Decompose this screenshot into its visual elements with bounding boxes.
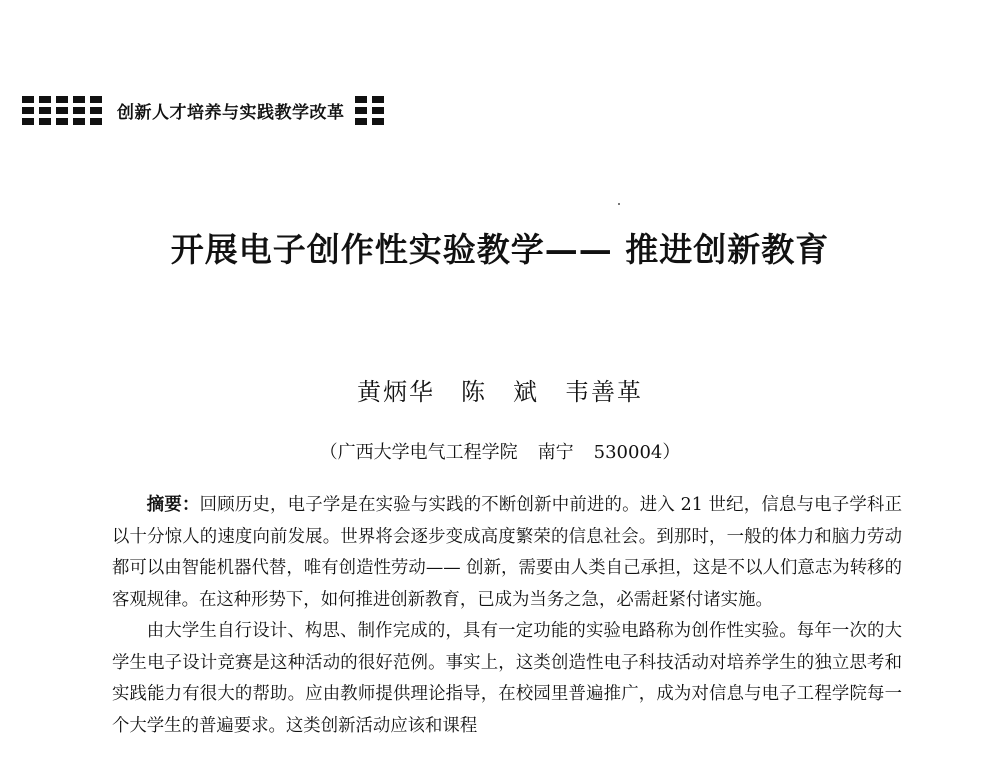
abstract-label: 摘要： — [146, 495, 200, 515]
column-header — [22, 92, 385, 128]
abstract-paragraph — [112, 490, 902, 616]
author-name: 黄炳华 — [357, 378, 435, 406]
article-title: 开展电子创作性实验教学—— 推进创新教育 — [170, 230, 830, 269]
scan-speck — [618, 203, 620, 205]
author-name: 陈 斌 — [461, 378, 539, 406]
affiliation-institution: 广西大学电气工程学院 — [337, 442, 518, 463]
affiliation-open-paren: （ — [319, 442, 338, 463]
affiliation-city: 南宁 — [537, 442, 574, 463]
column-title: 创新人才培养与实践教学改革 — [117, 102, 345, 123]
author-name: 韦善革 — [565, 378, 643, 406]
author-list — [0, 372, 1000, 407]
article-body — [112, 490, 902, 742]
affiliation-close-paren: ） — [662, 442, 681, 463]
decorative-blocks-right-icon — [355, 96, 385, 125]
affiliation-postcode: 530004 — [593, 442, 663, 463]
affiliation — [0, 438, 1000, 464]
decorative-blocks-left-icon — [22, 96, 103, 125]
body-paragraph: 由大学生自行设计、构思、制作完成的，具有一定功能的实验电路称为创作性实验。每年一次的大学生电子设计竞赛是这种活动的很好范例。事实上，这类创造性电子科技活动对培养学生的独立思考和实践能力有很大的帮助。应由教师提供理论指导，在校园里普遍推广，成为对信息与电子工程学院每一个大学生的普遍要求。这类创新活动应该和课程 — [112, 621, 902, 736]
abstract-text: 回顾历史，电子学是在实验与实践的不断创新中前进的。进入 21 世纪，信息与电子学科正以十分惊人的速度向前发展。世界将会逐步变成高度繁荣的信息社会。到那时，一般的体力和脑力劳动都可以由智能机器代替，唯有创造性劳动—— 创新，需要由人类自己承担，这是不以人们意志为转移的客观规律。在这种形势下，如何推进创新教育，已成为当务之急，必需赶紧付诸实施。 — [112, 495, 902, 610]
